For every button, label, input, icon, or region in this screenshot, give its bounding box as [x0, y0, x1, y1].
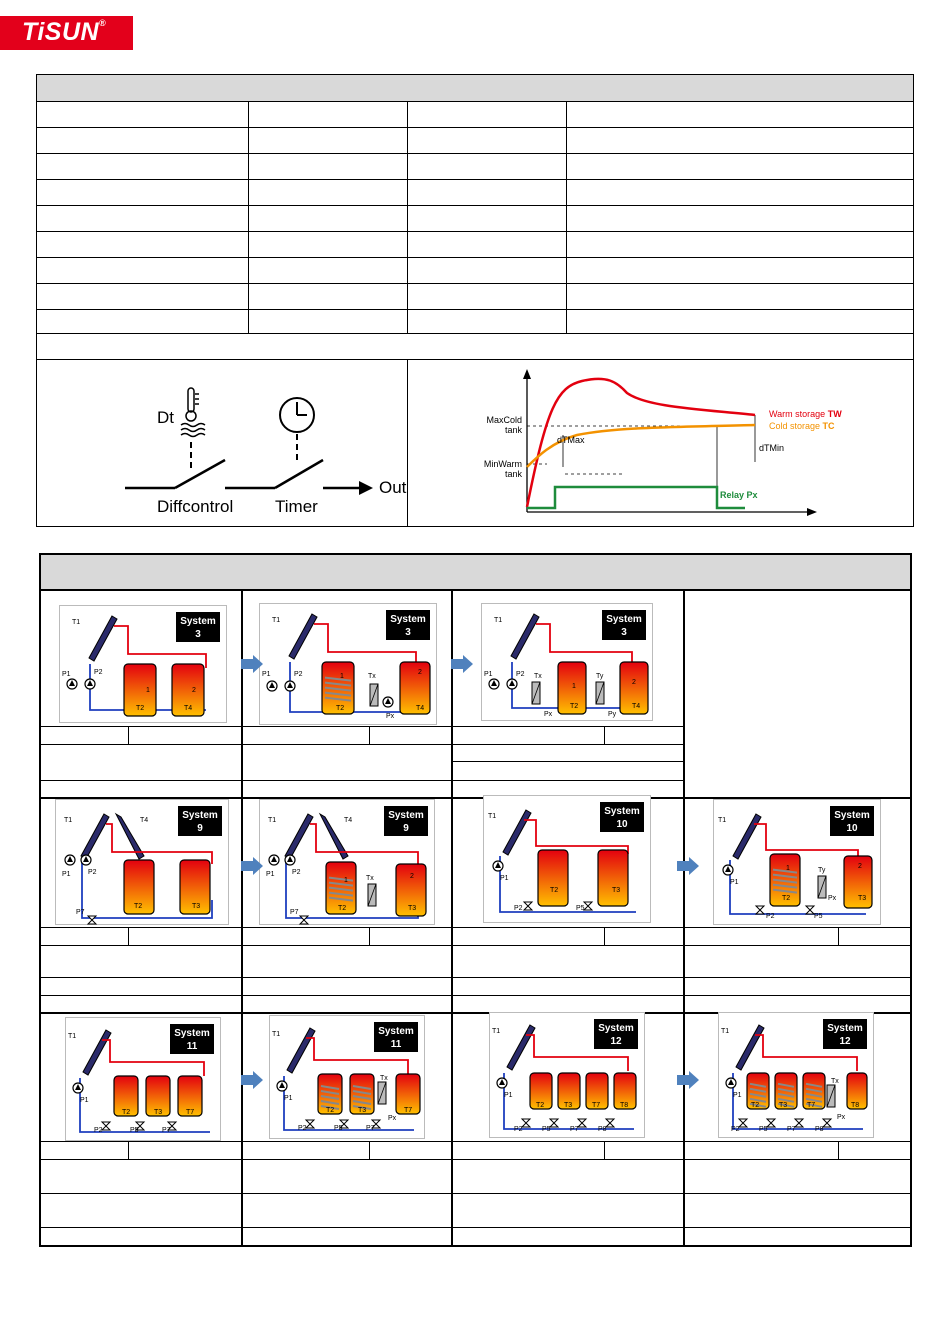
- storage-tank: [400, 662, 430, 714]
- diagram-label: T7: [186, 1109, 195, 1116]
- maxcold-label: MaxCold: [486, 415, 522, 425]
- pump-icon: [493, 861, 503, 871]
- pump-icon: [67, 679, 77, 689]
- diagram-label: Tx: [831, 1078, 839, 1085]
- pump-icon: [73, 1083, 83, 1093]
- pump-icon: [497, 1078, 507, 1088]
- diagram-label: P7: [787, 1126, 796, 1133]
- diagram-label: 1: [146, 687, 150, 694]
- heat-exchanger-icon: [827, 1085, 835, 1107]
- table-row-line: [37, 153, 913, 154]
- brand-name: TiSUN: [22, 18, 100, 46]
- svg-text:Warm storage TW: [769, 409, 842, 419]
- diagram-label: T3: [192, 903, 201, 910]
- diagram-label: T2: [326, 1107, 335, 1114]
- diagram-label: P5: [814, 913, 823, 920]
- diagram-label: 1: [344, 877, 348, 884]
- diagram-label: T2: [134, 903, 143, 910]
- diagram-label: P2: [514, 905, 523, 912]
- svg-text:Cold storage TC: [769, 421, 835, 431]
- cell-line: [128, 927, 129, 945]
- diagram-label: P1: [80, 1097, 89, 1104]
- valve-icon: [102, 1122, 110, 1130]
- valve-icon: [522, 1119, 530, 1127]
- diagram-label: T7: [404, 1107, 413, 1114]
- heat-exchanger-icon: [596, 682, 604, 704]
- row-line: [41, 1193, 910, 1194]
- diagram-label: P1: [266, 871, 275, 878]
- system-diagram-panel: [55, 799, 229, 925]
- relay-px-line: [527, 487, 745, 508]
- diagram-label: P2: [516, 671, 525, 678]
- out-label: Out: [379, 478, 407, 497]
- diagram-label: T4: [344, 817, 353, 824]
- diagram-label: T8: [620, 1102, 629, 1109]
- diagram-label: 1: [786, 865, 790, 872]
- diagram-label: T3: [358, 1107, 367, 1114]
- relay-legend: Relay Px: [720, 490, 758, 500]
- diagram-label: P2: [94, 669, 103, 676]
- heat-exchanger-icon: [378, 1082, 386, 1104]
- diagram-label: 1: [572, 683, 576, 690]
- valve-icon: [578, 1119, 586, 1127]
- pump-icon: [81, 855, 91, 865]
- diagram-label: P2: [94, 1127, 103, 1134]
- system-title: System: [834, 810, 870, 821]
- column-line: [451, 589, 453, 1245]
- diagram-label: T1: [72, 619, 81, 626]
- diagram-label: P1: [730, 879, 739, 886]
- valve-icon: [767, 1119, 775, 1127]
- row-line: [451, 761, 683, 762]
- system-diagram-panel: [481, 603, 653, 721]
- table-row-line: [37, 179, 913, 180]
- system-number: 10: [846, 823, 858, 834]
- diagram-label: T1: [268, 817, 277, 824]
- table-row-line: [37, 101, 913, 102]
- diagram-label: P5: [759, 1126, 768, 1133]
- diagram-label: P2: [766, 913, 775, 920]
- solar-collector-icon: [287, 1028, 315, 1073]
- table-row-line: [37, 257, 913, 258]
- table-row-line: [37, 283, 913, 284]
- pump-icon: [507, 679, 517, 689]
- diagram-label: 2: [632, 679, 636, 686]
- valve-icon: [823, 1119, 831, 1127]
- next-arrow-icon: [451, 655, 473, 673]
- diagram-label: T3: [858, 895, 867, 902]
- valve-icon: [739, 1119, 747, 1127]
- system-diagram-panel: [259, 799, 435, 925]
- diagram-label: Px: [837, 1114, 846, 1121]
- diagram-label: T1: [68, 1033, 77, 1040]
- table-col-line: [407, 101, 408, 333]
- system-title: System: [378, 1026, 414, 1037]
- clock-icon: [280, 398, 314, 432]
- minwarm-label: MinWarm: [483, 459, 522, 469]
- cell-line: [128, 726, 129, 744]
- diagram-label: P2: [88, 869, 97, 876]
- system-number: 12: [610, 1036, 622, 1047]
- temperature-graph: [477, 367, 897, 519]
- solar-collector-icon: [83, 1030, 111, 1075]
- diagram-label: P8: [598, 1126, 607, 1133]
- diagram-label: T1: [494, 617, 503, 624]
- warm-legend: Warm storage: [769, 409, 826, 419]
- diagram-label: P7: [570, 1126, 579, 1133]
- diagram-label: P5: [334, 1125, 343, 1132]
- system-diagram-panel: [718, 1012, 874, 1138]
- system-number: 10: [616, 819, 628, 830]
- diagram-label: Px: [544, 711, 553, 718]
- column-line: [683, 589, 685, 1245]
- diagram-label: T7: [592, 1102, 601, 1109]
- heat-exchanger-icon: [818, 876, 826, 898]
- system-title: System: [390, 614, 426, 625]
- system-diagram-panel: [713, 799, 881, 925]
- cell-line: [128, 1141, 129, 1159]
- brand-logo: [0, 16, 133, 50]
- pump-icon: [383, 697, 393, 707]
- warm-code: TW: [827, 409, 842, 419]
- pump-icon: [726, 1078, 736, 1088]
- diagram-label: T2: [136, 705, 145, 712]
- diagram-label: P2: [731, 1126, 740, 1133]
- pump-icon: [269, 855, 279, 865]
- system-table-header: [41, 555, 910, 591]
- dtmin-label: dTMin: [759, 443, 785, 453]
- column-line: [241, 589, 243, 1245]
- diagram-label: Px: [828, 895, 837, 902]
- diagram-label: P2: [294, 671, 303, 678]
- diagram-label: T4: [140, 817, 149, 824]
- section-split: [407, 359, 408, 527]
- diagram-label: 2: [192, 687, 196, 694]
- diagram-label: Tx: [366, 875, 374, 882]
- table-row-line: [37, 333, 913, 334]
- diagram-label: P5: [576, 905, 585, 912]
- cell-line: [604, 726, 605, 744]
- table-col-line: [566, 101, 567, 333]
- diagram-label: T2: [338, 905, 347, 912]
- valve-icon: [306, 1120, 314, 1128]
- diagram-label: T2: [536, 1102, 545, 1109]
- row-line: [41, 945, 910, 946]
- diagram-label: T2: [782, 895, 791, 902]
- system-diagram-panel: [65, 1017, 221, 1141]
- valve-icon: [756, 906, 764, 914]
- next-arrow-icon: [241, 1071, 263, 1089]
- parameter-table: [36, 74, 914, 527]
- system-number: 3: [195, 629, 201, 640]
- table-row-line: [37, 127, 913, 128]
- table-row-line: [37, 309, 913, 310]
- diagram-label: T2: [570, 703, 579, 710]
- system-title: System: [827, 1023, 863, 1034]
- valve-icon: [795, 1119, 803, 1127]
- solar-collector-icon: [81, 814, 109, 859]
- system-title: System: [174, 1028, 210, 1039]
- valve-icon: [606, 1119, 614, 1127]
- cell-line: [369, 1141, 370, 1159]
- next-arrow-icon: [677, 857, 699, 875]
- cell-line: [604, 1141, 605, 1159]
- system-title: System: [180, 616, 216, 627]
- diagram-label: Ty: [818, 867, 826, 874]
- pump-icon: [277, 1081, 287, 1091]
- maxcold-sub: tank: [504, 425, 522, 435]
- diagram-label: T3: [408, 905, 417, 912]
- system-number: 12: [839, 1036, 851, 1047]
- heat-exchanger-icon: [532, 682, 540, 704]
- row-line: [41, 927, 910, 928]
- diagram-label: T1: [64, 817, 73, 824]
- system-number: 3: [621, 627, 627, 638]
- diagram-label: T2: [751, 1102, 760, 1109]
- heat-exchanger-icon: [370, 684, 378, 706]
- dtmax-label: dTMax: [557, 435, 585, 445]
- diagram-label: 2: [418, 669, 422, 676]
- diagram-label: P7: [162, 1127, 171, 1134]
- brand-reg: ®: [99, 18, 107, 28]
- diagram-label: P1: [484, 671, 493, 678]
- diagram-label: T4: [416, 705, 425, 712]
- diagram-label: T2: [122, 1109, 131, 1116]
- row-line: [41, 1227, 910, 1228]
- diagram-label: T3: [779, 1102, 788, 1109]
- system-title: System: [182, 810, 218, 821]
- diagram-label: T1: [718, 817, 727, 824]
- diagram-label: P7: [76, 909, 85, 916]
- system-number: 11: [390, 1039, 402, 1050]
- system-diagram-panel: [489, 1012, 645, 1138]
- diagram-label: P2: [292, 869, 301, 876]
- valve-icon: [88, 916, 96, 924]
- system-diagram-panel: [483, 795, 651, 923]
- diagram-label: T4: [184, 705, 193, 712]
- thermometer-icon: [181, 388, 205, 437]
- heat-exchanger-icon: [368, 884, 376, 906]
- diagram-label: T2: [550, 887, 559, 894]
- next-arrow-icon: [677, 1071, 699, 1089]
- parameter-table-header: [37, 75, 913, 102]
- system-diagram-panel: [59, 605, 227, 723]
- diagram-label: T2: [336, 705, 345, 712]
- diagram-label: P2: [298, 1125, 307, 1132]
- system-title: System: [604, 806, 640, 817]
- diagram-label: Tx: [368, 673, 376, 680]
- diagram-label: T3: [612, 887, 621, 894]
- solar-collector-icon: [736, 1025, 764, 1070]
- cold-legend: Cold storage: [769, 421, 821, 431]
- diagram-label: Px: [388, 1115, 397, 1122]
- diagram-label: P8: [815, 1126, 824, 1133]
- row-line: [41, 1159, 910, 1160]
- table-row-line: [37, 205, 913, 206]
- diagram-label: P5: [130, 1127, 139, 1134]
- diagram-label: T1: [492, 1028, 501, 1035]
- system-diagram-panel: [269, 1015, 425, 1139]
- solar-collector-icon: [285, 814, 313, 859]
- solar-collector-icon: [289, 614, 317, 659]
- valve-icon: [300, 916, 308, 924]
- diagram-label: T1: [272, 1031, 281, 1038]
- pump-icon: [267, 681, 277, 691]
- system-number: 11: [186, 1041, 198, 1052]
- row-line: [41, 995, 910, 996]
- row-line: [41, 780, 683, 781]
- diagram-label: Px: [386, 713, 395, 720]
- diagram-label: 2: [410, 873, 414, 880]
- pump-icon: [85, 679, 95, 689]
- diagram-label: T4: [632, 703, 641, 710]
- diagram-label: P5: [542, 1126, 551, 1133]
- solar-collector-icon: [507, 1025, 535, 1070]
- row-line: [41, 744, 683, 745]
- system-number: 3: [405, 627, 411, 638]
- storage-tank: [538, 850, 568, 906]
- valve-icon: [550, 1119, 558, 1127]
- diagram-label: P1: [733, 1092, 742, 1099]
- system-title: System: [598, 1023, 634, 1034]
- solar-collector-icon: [89, 616, 117, 661]
- diagram-label: T3: [564, 1102, 573, 1109]
- valve-icon: [584, 902, 592, 910]
- diagram-label: 1: [340, 673, 344, 680]
- pump-icon: [285, 681, 295, 691]
- solar-collector-icon: [511, 614, 539, 659]
- diffcontrol-label: Diffcontrol: [157, 497, 234, 516]
- section-divider: [37, 359, 913, 360]
- next-arrow-icon: [241, 655, 263, 673]
- system-title: System: [606, 614, 642, 625]
- pump-icon: [489, 679, 499, 689]
- diagram-label: Py: [608, 711, 617, 718]
- solar-collector-icon: [733, 814, 761, 859]
- dt-label: Dt: [157, 408, 174, 427]
- diagram-label: P1: [284, 1095, 293, 1102]
- timer-label: Timer: [275, 497, 318, 516]
- diagram-label: T7: [807, 1102, 816, 1109]
- table-col-line: [248, 101, 249, 333]
- diagram-label: P1: [62, 671, 71, 678]
- valve-icon: [806, 906, 814, 914]
- diagram-label: Ty: [596, 673, 604, 680]
- diagram-label: P2: [514, 1126, 523, 1133]
- cold-code: TC: [822, 421, 835, 431]
- diagram-label: P7: [366, 1125, 375, 1132]
- table-row-line: [37, 231, 913, 232]
- diagram-label: T1: [721, 1028, 730, 1035]
- diagram-label: P7: [290, 909, 299, 916]
- cell-line: [838, 1141, 839, 1159]
- pump-icon: [723, 865, 733, 875]
- diagram-label: T8: [851, 1102, 860, 1109]
- cell-line: [604, 927, 605, 945]
- diagram-label: P1: [504, 1092, 513, 1099]
- system-number: 9: [197, 823, 203, 834]
- pump-icon: [65, 855, 75, 865]
- diagram-label: T1: [488, 813, 497, 820]
- valve-icon: [524, 902, 532, 910]
- row-line: [41, 726, 683, 727]
- cell-line: [369, 927, 370, 945]
- diagram-label: P1: [500, 875, 509, 882]
- minwarm-sub: tank: [504, 469, 522, 479]
- storage-tank: [598, 850, 628, 906]
- cell-line: [838, 927, 839, 945]
- solar-collector-icon: [503, 810, 531, 855]
- diagram-label: T3: [154, 1109, 163, 1116]
- diagram-label: P1: [262, 671, 271, 678]
- diagram-label: Tx: [534, 673, 542, 680]
- pump-icon: [285, 855, 295, 865]
- cold-storage-curve: [527, 425, 755, 467]
- diagram-label: Tx: [380, 1075, 388, 1082]
- diagram-label: P1: [62, 871, 71, 878]
- row-line: [41, 977, 910, 978]
- next-arrow-icon: [241, 857, 263, 875]
- logic-diagram: [77, 380, 407, 516]
- diagram-label: 2: [858, 863, 862, 870]
- diagram-label: T1: [272, 617, 281, 624]
- system-diagram-panel: [259, 603, 437, 725]
- cell-line: [369, 726, 370, 744]
- system-number: 9: [403, 823, 409, 834]
- system-table: [39, 553, 912, 1247]
- system-title: System: [388, 810, 424, 821]
